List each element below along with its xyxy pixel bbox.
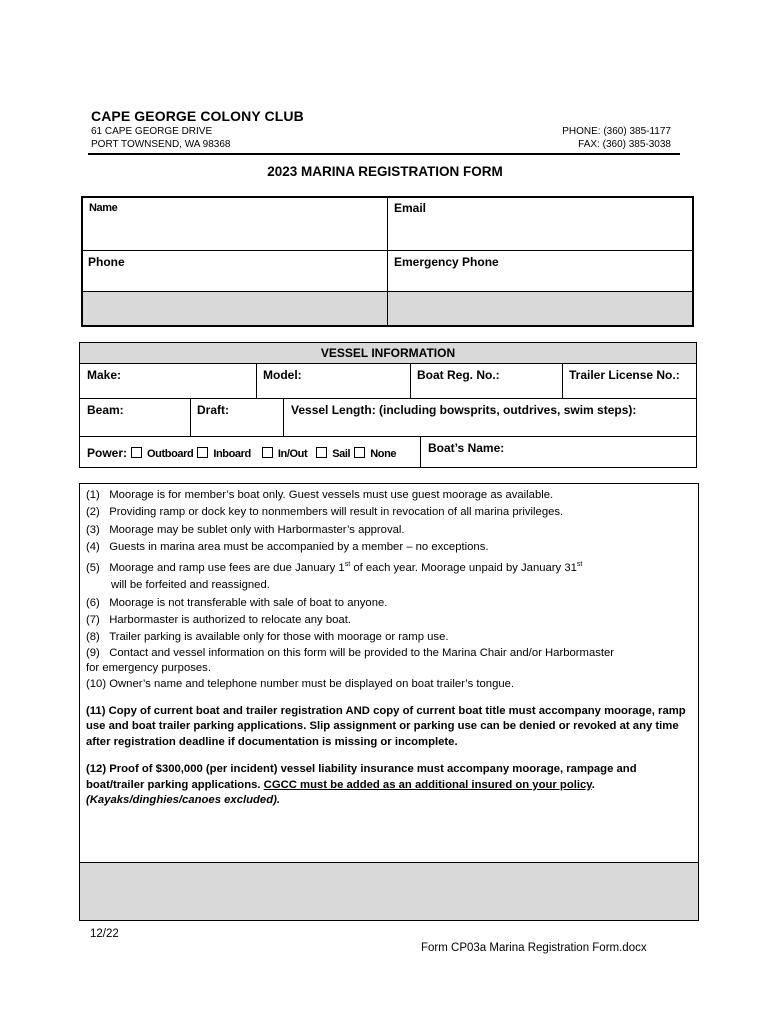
rules-list [86, 487, 686, 809]
boat-name-field[interactable] [512, 439, 693, 466]
vessel-row-divider [80, 398, 696, 399]
trailer-license-field[interactable] [566, 382, 694, 396]
make-label: Make: [87, 368, 122, 382]
rule-10: (10) Owner’s name and telephone number must be displayed on boat trailer’s tongue. [86, 678, 515, 691]
vessel-length-label: Vessel Length: (including bowsprits, outdrives, swim steps): [291, 403, 637, 417]
vessel-cell-divider [562, 363, 563, 398]
power-inout-checkbox[interactable] [262, 447, 273, 458]
boat-reg-field[interactable] [505, 366, 559, 396]
rule-11: (11) Copy of current boat and trailer registration AND copy of current boat title must accompany moorage, ramp use and boat trailer parking applications. Slip assignment or parking use can be denied or revoked at any time after registration deadline if documentation is missing or incomplete. [86, 704, 686, 748]
power-outboard-checkbox[interactable] [131, 447, 142, 458]
power-sail-label: Sail [332, 448, 351, 460]
emergency-phone-label: Emergency Phone [394, 255, 499, 269]
phone-label: Phone [88, 255, 125, 269]
vessel-cell-divider [256, 363, 257, 398]
draft-field[interactable] [235, 401, 280, 434]
org-name: CAPE GEORGE COLONY CLUB [91, 108, 304, 124]
vessel-row-divider [80, 363, 696, 364]
boat-name-label: Boat’s Name: [428, 441, 505, 455]
rules-shaded-area [80, 863, 698, 920]
power-row [87, 446, 396, 460]
power-inboard-label: Inboard [213, 448, 251, 460]
rule-4: (4) Guests in marina area must be accompanied by a member – no exceptions. [86, 540, 489, 553]
address-line-2: PORT TOWNSEND, WA 98368 [91, 139, 231, 150]
contact-row-divider [83, 291, 692, 292]
email-field[interactable] [392, 214, 688, 248]
vessel-cell-divider [190, 398, 191, 436]
power-sail-checkbox[interactable] [316, 447, 327, 458]
rule-3: (3) Moorage may be sublet only with Harbormaster’s approval. [86, 523, 405, 536]
name-label: Name [89, 202, 118, 214]
vessel-cell-divider [420, 436, 421, 468]
vessel-length-field[interactable] [288, 418, 693, 434]
phone-field[interactable] [88, 268, 383, 290]
header-divider [88, 153, 680, 155]
phone-number: PHONE: (360) 385-1177 [562, 126, 671, 137]
date-code: 12/22 [90, 928, 119, 940]
vessel-heading: VESSEL INFORMATION [320, 346, 456, 360]
power-inout-label: In/Out [277, 448, 308, 460]
rule-6: (6) Moorage is not transferable with sale of boat to anyone. [86, 596, 388, 609]
boat-reg-label: Boat Reg. No.: [417, 368, 500, 382]
power-label: Power: [87, 446, 128, 460]
rule-9: (9) Contact and vessel information on this form will be provided to the Marina Chair and/or Harbormaster [86, 647, 615, 660]
power-none-label: None [370, 448, 397, 460]
make-field[interactable] [125, 366, 253, 396]
document-name: Form CP03a Marina Registration Form.docx [421, 942, 647, 954]
beam-field[interactable] [128, 401, 187, 434]
email-label: Email [394, 201, 427, 215]
rule-8: (8) Trailer parking is available only for those with moorage or ramp use. [86, 631, 449, 644]
form-title: 2023 MARINA REGISTRATION FORM [267, 164, 503, 179]
emergency-phone-field[interactable] [392, 268, 688, 290]
vessel-cell-divider [410, 363, 411, 398]
model-label: Model: [263, 368, 302, 382]
vessel-cell-divider [283, 398, 284, 436]
rule-12: (12) Proof of $300,000 (per incident) vessel liability insurance must accompany moorage, rampage and boat/trailer parking applications. CGCC must be added as an additional insured on your policy. (Kayaks/dinghies/canoes excluded). [86, 763, 637, 807]
rule-5: (5) Moorage and ramp use fees are due January 1st of each year. Moorage unpaid by January 31st [86, 561, 583, 574]
vessel-row-divider [80, 436, 696, 437]
rule-9-continued: for emergency purposes. [86, 662, 211, 675]
draft-label: Draft: [197, 403, 229, 417]
contact-row-divider [83, 250, 692, 251]
name-field[interactable] [88, 214, 383, 248]
rule-1: (1) Moorage is for member’s boat only. Guest vessels must use guest moorage as available. [86, 489, 554, 501]
power-inboard-checkbox[interactable] [197, 447, 208, 458]
address-line-1: 61 CAPE GEORGE DRIVE [91, 126, 213, 137]
power-outboard-label: Outboard [147, 448, 194, 460]
model-field[interactable] [305, 366, 407, 396]
contact-column-divider [387, 198, 388, 325]
beam-label: Beam: [87, 403, 124, 417]
rule-2: (2) Providing ramp or dock key to nonmembers will result in revocation of all marina privileges. [86, 506, 564, 519]
rule-5-continued: will be forfeited and reassigned. [111, 579, 270, 592]
power-none-checkbox[interactable] [354, 447, 365, 458]
fax-number: FAX: (360) 385-3038 [578, 139, 671, 150]
rule-7: (7) Harbormaster is authorized to relocate any boat. [86, 613, 351, 626]
trailer-license-label: Trailer License No.: [569, 368, 680, 382]
